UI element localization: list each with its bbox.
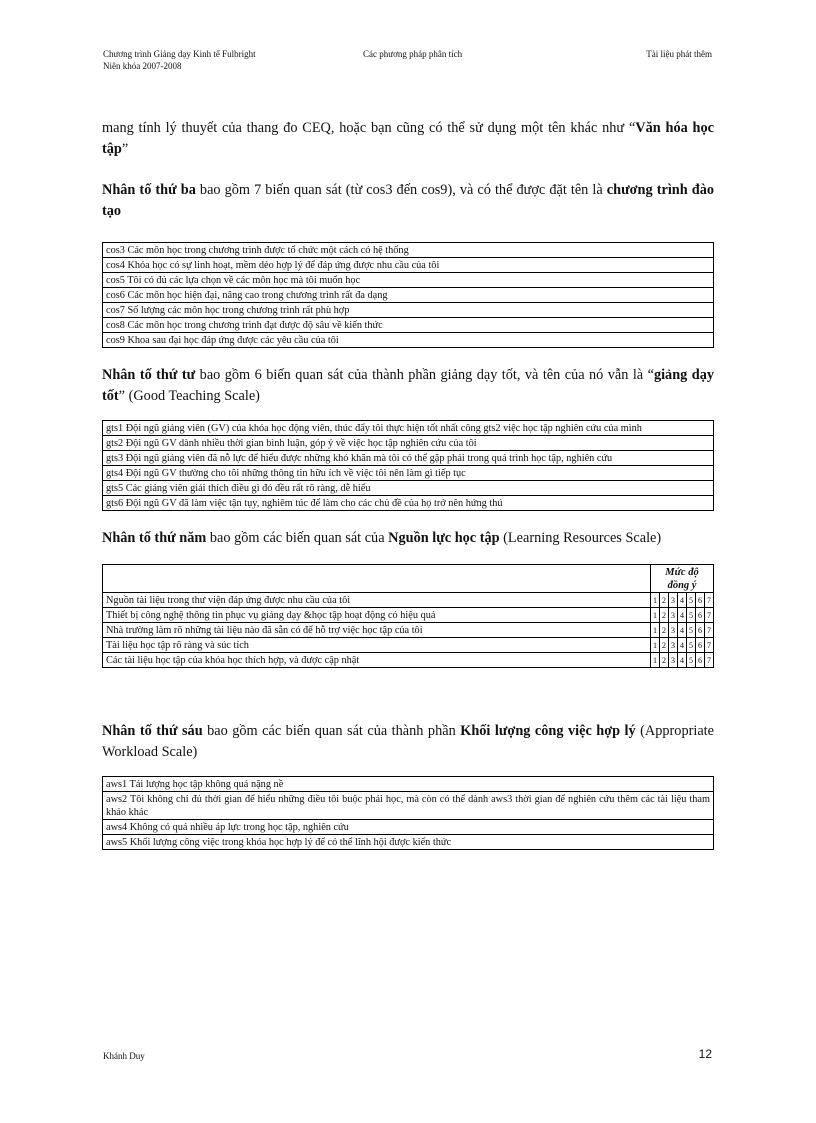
scale-option: 2 — [660, 608, 669, 623]
table-row — [103, 496, 714, 511]
table-cell: cos5 Tôi có đủ các lựa chọn về các môn học mà tôi muốn học — [103, 273, 714, 288]
intro-bold-name: Văn hóa học tập — [102, 120, 714, 157]
scale-option: 6 — [696, 638, 705, 653]
table-row — [103, 638, 714, 653]
scale-option: 7 — [705, 638, 714, 653]
scale-option: 3 — [669, 608, 678, 623]
scale-option: 4 — [678, 593, 687, 608]
table-row — [103, 792, 714, 820]
table-cell: Các tài liệu học tập của khóa học thích hợp, và được cập nhật — [103, 653, 651, 668]
header-course — [103, 48, 256, 72]
scale-option: 7 — [705, 593, 714, 608]
factor6-end: (Appropriate Workload Scale) — [102, 723, 714, 760]
scale-option: 6 — [696, 623, 705, 638]
scale-option: 3 — [669, 623, 678, 638]
scale-option: 3 — [669, 593, 678, 608]
table-row — [103, 623, 714, 638]
header-topic: Các phương pháp phân tích — [363, 49, 463, 59]
scale-option: 1 — [651, 608, 660, 623]
table-row — [103, 593, 714, 608]
table-cell: cos4 Khóa học có sự linh hoạt, mềm dẻo hợp lý để đáp ứng được nhu cầu của tôi — [103, 258, 714, 273]
footer-author: Khánh Duy — [103, 1051, 145, 1061]
scale-option: 5 — [687, 593, 696, 608]
scale-option: 1 — [651, 653, 660, 668]
table-row — [103, 303, 714, 318]
scale-option: 7 — [705, 623, 714, 638]
table-cell: gts5 Các giảng viên giải thích điều gì đó đều rất rõ ràng, dễ hiểu — [103, 481, 714, 496]
scale-option: 2 — [660, 653, 669, 668]
table-cell: cos7 Số lượng các môn học trong chương trình rất phù hợp — [103, 303, 714, 318]
scale-option: 6 — [696, 653, 705, 668]
table-row — [103, 777, 714, 792]
table-cell: Thiết bị công nghệ thông tin phục vụ giảng dạy &học tập hoạt động có hiệu quả — [103, 608, 651, 623]
scale-option: 4 — [678, 608, 687, 623]
factor3-title: Nhân tố thứ ba — [102, 182, 196, 198]
table-cell: cos8 Các môn học trong chương trình đạt được độ sâu về kiến thức — [103, 318, 714, 333]
table-row — [103, 288, 714, 303]
table-row — [103, 318, 714, 333]
scale-option: 7 — [705, 653, 714, 668]
factor5-end: (Learning Resources Scale) — [499, 530, 662, 546]
table-row — [103, 820, 714, 835]
scale-option: 1 — [651, 638, 660, 653]
table-row — [103, 451, 714, 466]
header-course-name: Chương trình Giảng dạy Kinh tế Fulbright — [103, 49, 256, 59]
header-doc-type: Tài liệu phát thêm — [646, 49, 712, 59]
scale-option: 2 — [660, 638, 669, 653]
table-row — [103, 333, 714, 348]
scale-option: 6 — [696, 593, 705, 608]
document-body — [102, 118, 714, 850]
factor4-text: bao gồm 6 biến quan sát của thành phần giảng dạy tốt, và tên của nó vẫn là “ — [195, 367, 654, 383]
table-cell: Nguồn tài liệu trong thư viện đáp ứng được nhu cầu của tôi — [103, 593, 651, 608]
factor5-table — [102, 564, 714, 668]
factor6-text: bao gồm các biến quan sát của thành phần — [202, 723, 461, 739]
factor3-heading — [102, 180, 714, 222]
table-row — [103, 421, 714, 436]
factor6-title: Nhân tố thứ sáu — [102, 723, 203, 739]
scale-option: 5 — [687, 638, 696, 653]
table-cell: gts2 Đội ngũ GV dành nhiều thời gian bình luận, góp ý về việc học tập nghiên cứu của tôi — [103, 436, 714, 451]
scale-option: 1 — [651, 623, 660, 638]
factor3-table — [102, 242, 714, 348]
table-row — [103, 835, 714, 850]
scale-option: 5 — [687, 608, 696, 623]
scale-option: 5 — [687, 623, 696, 638]
table-cell: Tài liệu học tập rõ ràng và súc tích — [103, 638, 651, 653]
factor3-name: chương trình đào tạo — [102, 182, 715, 219]
table-row — [103, 273, 714, 288]
scale-option: 5 — [687, 653, 696, 668]
table-row — [103, 243, 714, 258]
scale-option: 4 — [678, 638, 687, 653]
factor5-text: bao gồm các biến quan sát của — [206, 530, 389, 546]
table-cell: aws5 Khối lượng công việc trong khóa học hợp lý để có thể lĩnh hội được kiến thức — [103, 835, 714, 850]
page-number: 12 — [698, 1047, 712, 1061]
table-cell: aws2 Tôi không chỉ đủ thời gian để hiểu những điều tôi buộc phải học, mà còn có thể dành aws3 thời gian để nghiên cứu thêm các tài liệu tham khảo khác — [103, 792, 714, 820]
table-row — [103, 481, 714, 496]
header-year: Niên khóa 2007-2008 — [103, 61, 182, 71]
table-cell: cos6 Các môn học hiện đại, nâng cao trong chương trình rất đa dạng — [103, 288, 714, 303]
table-cell: aws1 Tải lượng học tập không quá nặng nề — [103, 777, 714, 792]
factor6-heading — [102, 721, 714, 763]
scale-option: 3 — [669, 653, 678, 668]
intro-text: mang tính lý thuyết của thang đo CEQ, hoặc bạn cũng có thể sử dụng một tên khác như “ — [102, 120, 636, 136]
scale-option: 3 — [669, 638, 678, 653]
table-cell: aws4 Không có quá nhiều áp lực trong học tập, nghiên cứu — [103, 820, 714, 835]
table-cell: cos9 Khoa sau đại học đáp ứng được các yêu cầu của tôi — [103, 333, 714, 348]
factor5-title: Nhân tố thứ năm — [102, 530, 207, 546]
table-row — [103, 653, 714, 668]
table-cell: gts3 Đội ngũ giảng viên đã nỗ lực để hiểu được những khó khăn mà tôi có thể gặp phải trong quá trình học tập, nghiên cứu — [103, 451, 714, 466]
factor4-table — [102, 420, 714, 511]
table-row — [103, 258, 714, 273]
scale-option: 7 — [705, 608, 714, 623]
factor4-end: ” (Good Teaching Scale) — [118, 388, 260, 404]
table-cell: cos3 Các môn học trong chương trình được tổ chức một cách có hệ thống — [103, 243, 714, 258]
scale-option: 2 — [660, 623, 669, 638]
scale-header-blank — [103, 565, 651, 593]
table-row — [103, 436, 714, 451]
table-cell: gts4 Đội ngũ GV thường cho tôi những thông tin hữu ích về việc tôi nên làm gì tiếp tục — [103, 466, 714, 481]
table-row — [103, 466, 714, 481]
factor3-text: bao gồm 7 biến quan sát (từ cos3 đến cos9), và có thể được đặt tên là — [195, 182, 607, 198]
table-cell: gts6 Đội ngũ GV đã làm việc tận tụy, nghiêm túc để làm cho các chủ đề của họ trở nên hứng thú — [103, 496, 714, 511]
table-cell: Nhà trường làm rõ những tài liệu nào đã sẵn có để hỗ trợ việc học tập của tôi — [103, 623, 651, 638]
factor4-title: Nhân tố thứ tư — [102, 367, 196, 383]
scale-option: 4 — [678, 623, 687, 638]
scale-header-row — [103, 565, 714, 593]
factor6-name: Khối lượng công việc hợp lý — [460, 723, 636, 739]
factor4-name: giảng dạy tốt — [102, 367, 714, 404]
scale-header: Mức độ đồng ý — [651, 565, 714, 593]
factor5-heading — [102, 528, 714, 549]
table-row — [103, 608, 714, 623]
scale-option: 1 — [651, 593, 660, 608]
factor6-table — [102, 776, 714, 850]
table-cell: gts1 Đội ngũ giảng viên (GV) của khóa học động viên, thúc đẩy tôi thực hiện tốt nhất công gts2 việc học tập nghiên cứu của mình — [103, 421, 714, 436]
scale-option: 2 — [660, 593, 669, 608]
intro-end: ” — [121, 141, 129, 157]
factor5-name: Nguồn lực học tập — [388, 530, 500, 546]
factor4-heading — [102, 365, 714, 407]
intro-paragraph — [102, 118, 714, 160]
scale-option: 6 — [696, 608, 705, 623]
scale-option: 4 — [678, 653, 687, 668]
